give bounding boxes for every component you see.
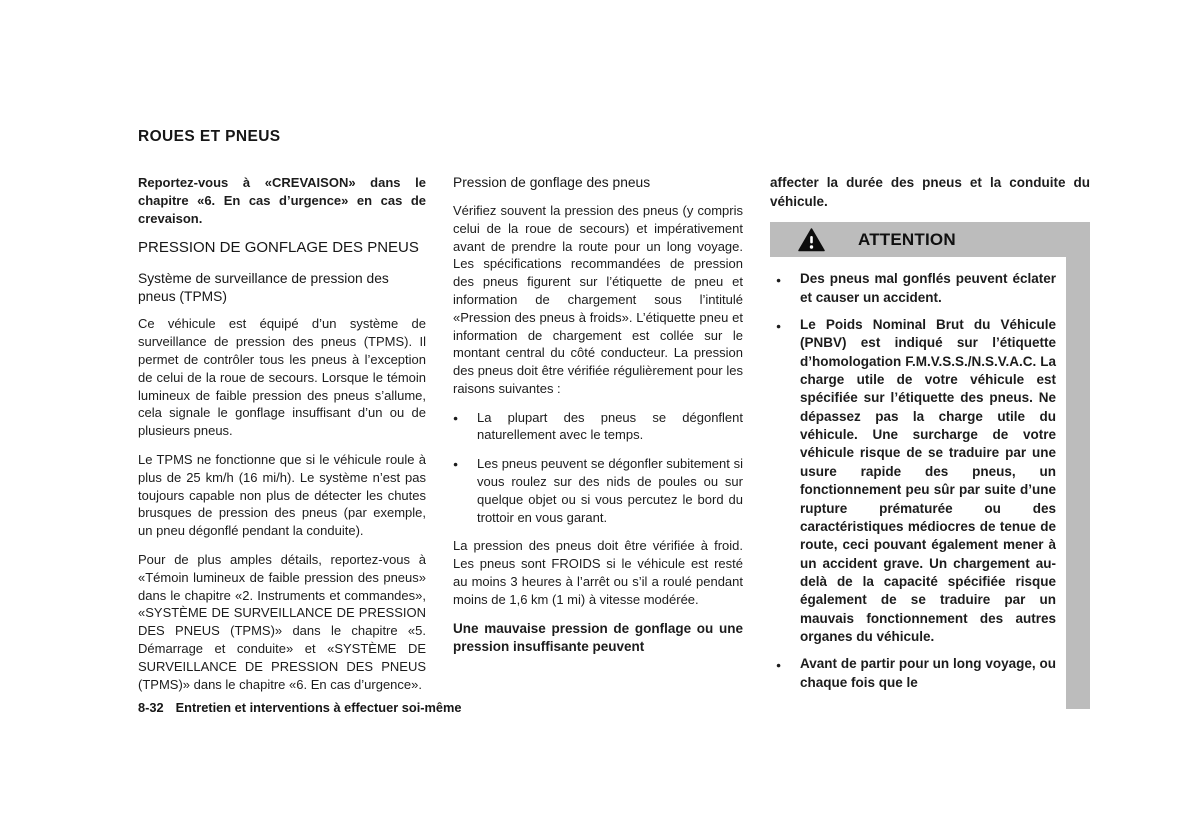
- section-heading: PRESSION DE GONFLAGE DES PNEUS: [138, 239, 419, 257]
- bullet-icon: ●: [776, 320, 782, 331]
- list-item-text: Avant de partir pour un long voyage, ou chaque fois que le: [800, 656, 1056, 690]
- attention-header: [770, 222, 1090, 257]
- list-item: [776, 655, 1056, 692]
- paragraph: Ce véhicule est équipé d’un système de surveillance de pression des pneus (TPMS). Il permet de contrôler tous les pneus à l’exception de celui de la roue de secours. Lorsque le témoin lumineux de faible pression des pneus s’allume, cela signale le gonflage insuffisant d’un ou de plusieurs pneus.: [138, 316, 426, 439]
- list-item: [776, 316, 1056, 646]
- attention-body: [770, 257, 1090, 709]
- paragraph: Pour de plus amples détails, reportez-vous à «Témoin lumineux de faible pression des pneus» dans le chapitre «2. Instruments et commandes», «SYSTÈME DE SURVEILLANCE DE PRESSION DES PNEUS (TPMS)» dans le chapitre «5. Démarrage et conduite» et «SYSTÈME DE SURVEILLANCE DE PRESSION DES PNEUS (TPMS)» dans le chapitre «6. En cas d’urgence».: [138, 551, 426, 692]
- column-1: [138, 174, 426, 709]
- bullet-icon: ●: [776, 660, 782, 671]
- list-item-text: La plupart des pneus se dégonflent naturellement avec le temps.: [477, 409, 743, 443]
- page-footer: [138, 700, 462, 715]
- bold-note: Une mauvaise pression de gonflage ou une pression insuffisante peuvent: [453, 620, 743, 655]
- list-item: [776, 270, 1056, 307]
- column-2: [453, 174, 743, 709]
- list-item-text: Le Poids Nominal Brut du Véhicule (PNBV) est indiqué sur l’étiquette d’homologation F.M.V.S.S./N.S.V.A.C. La charge utile de votre véhicule est spécifiée sur l’étiquette des pneus. Ne dépassez pas la charge utile du véhicule. Une surcharge de votre véhicule risque de se traduire par une usure rapide des pneus, un fonctionnement peu sûr par suite d’une rupture prématurée ou des caractéristiques médiocres de tenue de route, ceci pouvant également mener à un accident grave. Un chargement au-delà de la capacité spécifiée risque également de se traduire par un mauvais fonctionnement des autres organes du véhicule.: [800, 316, 1056, 645]
- warning-triangle-icon: [798, 228, 825, 252]
- page-number: 8-32: [138, 700, 164, 715]
- content-columns: [138, 174, 1090, 709]
- footer-text: Entretien et interventions à effectuer soi-même: [175, 700, 462, 715]
- page-title: ROUES ET PNEUS: [138, 128, 281, 145]
- subsection-heading: Pression de gonflage des pneus: [453, 175, 651, 190]
- paragraph: Le TPMS ne fonctionne que si le véhicule roule à plus de 25 km/h (16 mi/h). Le système n’est pas toujours capable non plus de détecter les chutes brusques de pression des pneus (par exemple, un pneu dégonflé pendant la conduite).: [138, 452, 426, 539]
- attention-title: ATTENTION: [858, 230, 956, 250]
- list-item: [453, 455, 743, 526]
- intro-note: Reportez-vous à «CREVAISON» dans le chapitre «6. En cas d’urgence» en cas de crevaison.: [138, 175, 426, 226]
- attention-side-bar: [1066, 222, 1090, 709]
- attention-box: [770, 222, 1090, 709]
- list-item-text: Des pneus mal gonflés peuvent éclater et causer un accident.: [800, 271, 1056, 305]
- list-item-text: Les pneus peuvent se dégonfler subitement si vous roulez sur des nids de poules ou sur quelque objet ou si vous percutez le bord du trottoir en vous garant.: [477, 456, 743, 525]
- bullet-icon: ●: [776, 275, 782, 286]
- bold-note: affecter la durée des pneus et la conduite du véhicule.: [770, 175, 1090, 209]
- paragraph: Vérifiez souvent la pression des pneus (y compris celui de la roue de secours) et impérativement avant de prendre la route pour un long voyage. Les spécifications recommandées de pression des pneus figurent sur l’étiquette de pneu et information de chargement sous l’intitulé «Pression des pneus à froids». L’étiquette pneu et information de chargement est collée sur le montant central du côté conducteur. La pression des pneus doit être vérifiée régulièrement pour les raisons suivantes :: [453, 202, 743, 396]
- subsection-heading: Système de surveillance de pression des pneus (TPMS): [138, 270, 389, 304]
- paragraph: La pression des pneus doit être vérifiée à froid. Les pneus sont FROIDS si le véhicule est resté au moins 3 heures à l’arrêt ou s’il a roulé pendant moins de 1,6 km (1 mi) à vitesse modérée.: [453, 538, 743, 607]
- bullet-icon: ●: [453, 412, 459, 423]
- column-3: [770, 174, 1090, 709]
- bullet-icon: ●: [453, 459, 459, 470]
- list-item: [453, 409, 743, 445]
